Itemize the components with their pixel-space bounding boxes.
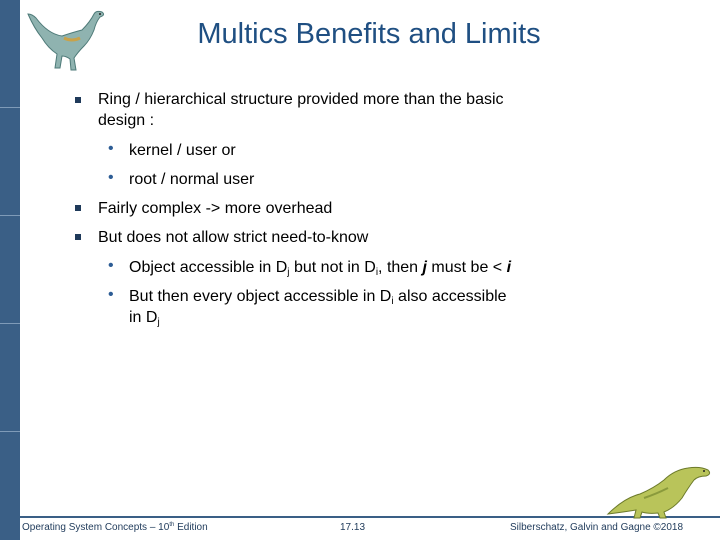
square-bullet-icon — [75, 205, 81, 211]
bullet-text: Ring / hierarchical structure provided more than the basic — [98, 91, 504, 108]
sub-bullet-text: root / normal user — [129, 171, 255, 188]
sub-bullet-text: kernel / user or — [129, 142, 236, 159]
dot-bullet-icon: • — [108, 140, 114, 157]
footer-left: Operating System Concepts – 10th Edition — [22, 522, 208, 533]
sub-bullet-every-object: But then every object accessible in $D_i$ also accessible — [129, 288, 507, 307]
dot-bullet-icon: • — [108, 169, 114, 186]
square-bullet-icon — [75, 234, 81, 240]
sub-bullet-every-object-cont: in $D_j$ — [129, 309, 160, 328]
footer-right: Silberschatz, Galvin and Gagne ©2018 — [510, 522, 684, 533]
dot-bullet-icon: • — [108, 257, 114, 274]
sub-bullet-object-accessible: Object accessible in $D_j$ but not in $D_i$, then j must be < i — [129, 259, 512, 278]
slide-title: Multics Benefits and Limits — [197, 18, 541, 50]
dot-bullet-icon: • — [108, 286, 114, 303]
bullet-text: But does not allow strict need-to-know — [98, 229, 369, 246]
footer-page-number: 17.13 — [340, 522, 366, 533]
bullet-text-cont: design : — [98, 112, 155, 129]
dinosaur-footer-icon — [604, 458, 716, 520]
bullet-text: Fairly complex -> more overhead — [98, 200, 333, 217]
square-bullet-icon — [75, 97, 81, 103]
